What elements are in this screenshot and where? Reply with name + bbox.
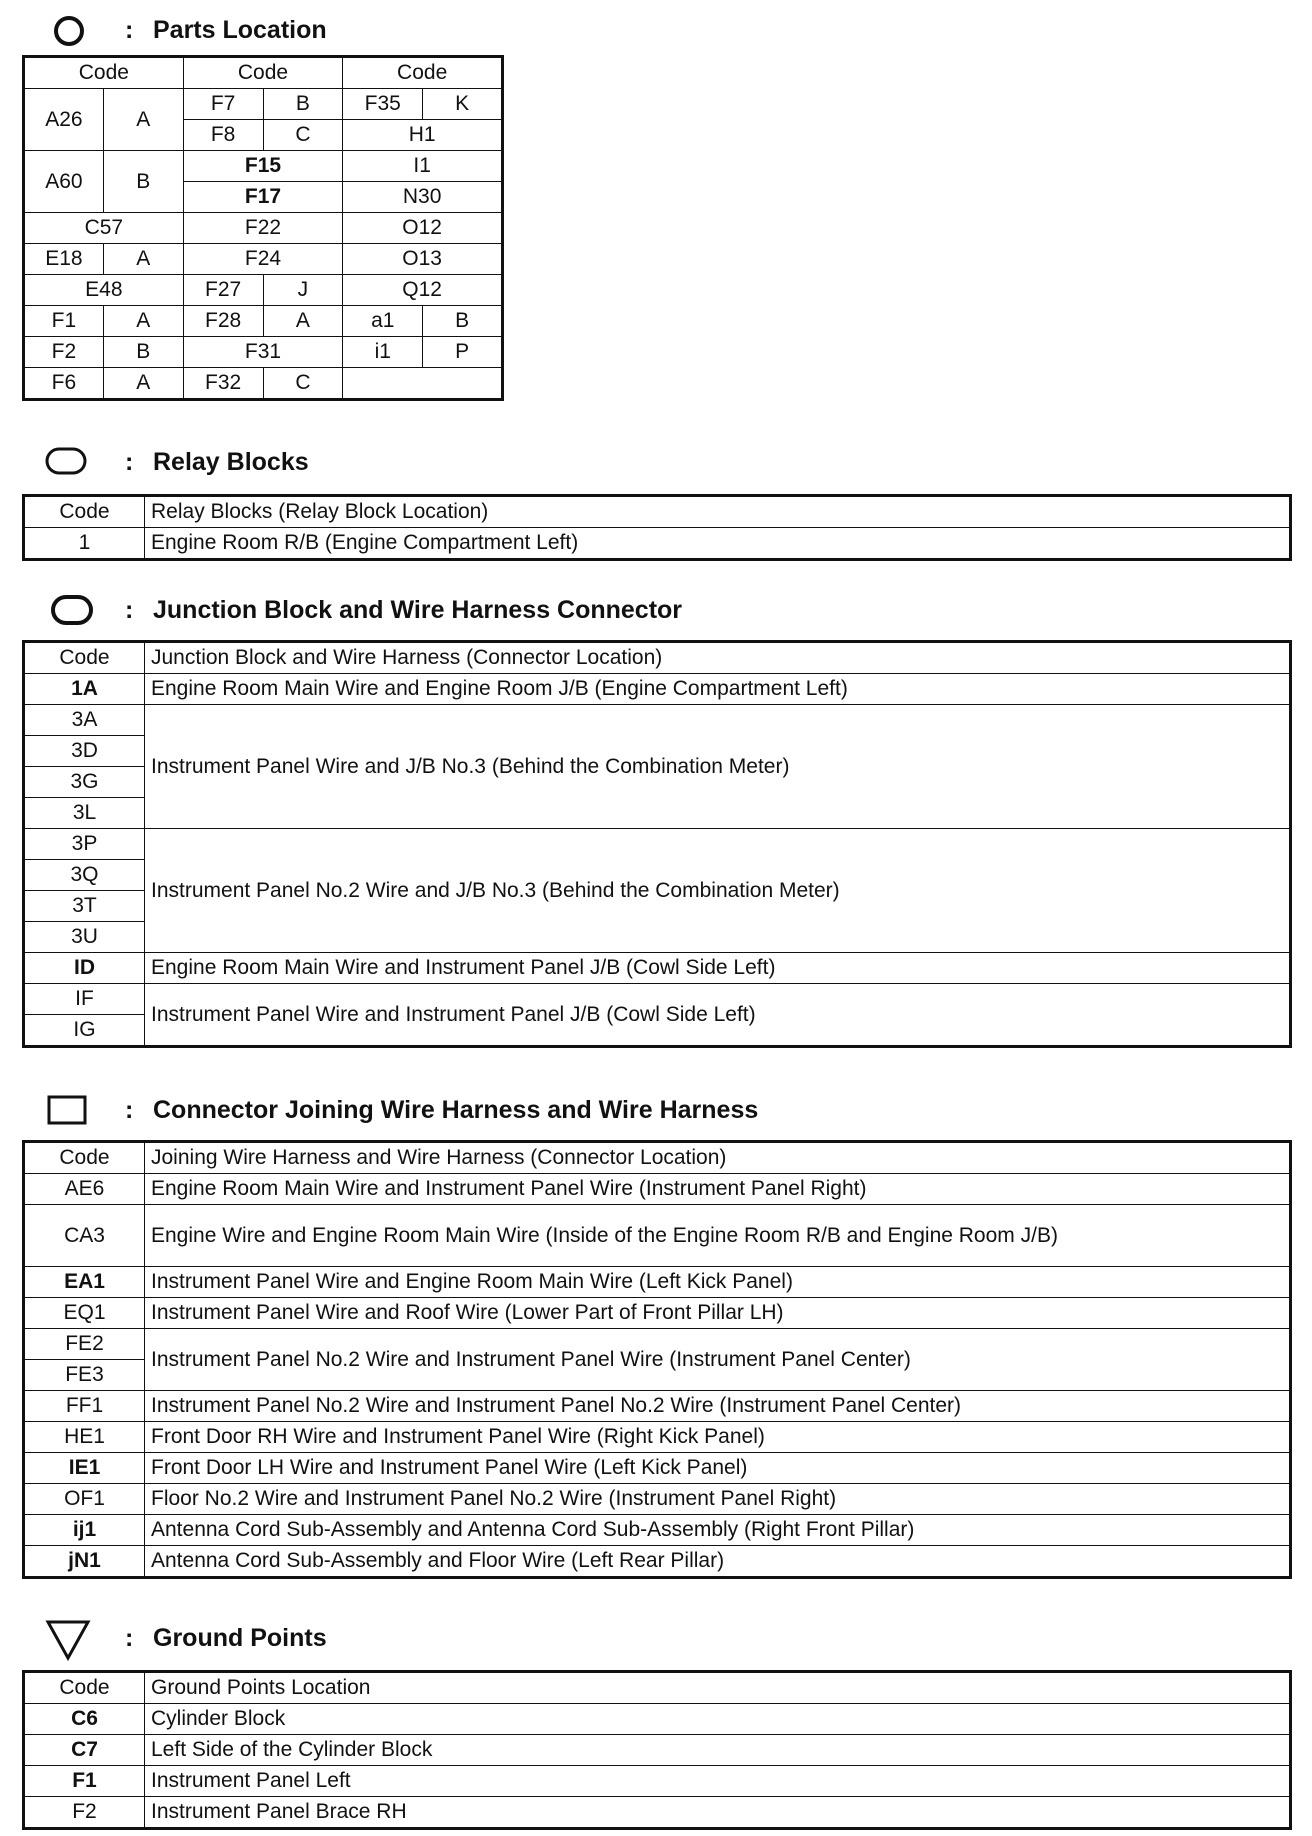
table-header-row (24, 57, 503, 89)
relay-blocks-table (22, 494, 1292, 561)
code-cell: C6 (24, 1704, 145, 1735)
code-cell: C (263, 368, 343, 400)
code-cell: FE2 (24, 1329, 145, 1360)
code-cell: F32 (183, 368, 263, 400)
description-cell: Engine Wire and Engine Room Main Wire (Inside of the Engine Room R/B and Engine Room J/B) (145, 1205, 1291, 1267)
ground-points-title: Ground Points (153, 1624, 327, 1652)
description-cell: Engine Room Main Wire and Instrument Panel J/B (Cowl Side Left) (145, 953, 1291, 984)
table-row (24, 368, 503, 400)
table-row (24, 829, 1291, 860)
code-cell: 1 (24, 528, 145, 560)
circle-icon (52, 14, 86, 48)
code-cell: B (423, 306, 503, 337)
table-row (24, 1766, 1291, 1797)
table-row (24, 1515, 1291, 1546)
code-cell: F1 (24, 1766, 145, 1797)
code-cell: C (263, 120, 343, 151)
code-cell: N30 (343, 182, 503, 213)
heading-colon: : (125, 16, 134, 44)
code-cell: IG (24, 1015, 145, 1047)
junction-block-heading (0, 590, 1312, 634)
header-cell: Code (24, 496, 145, 528)
code-cell: C7 (24, 1735, 145, 1766)
code-cell: 3D (24, 736, 145, 767)
table-header-row (24, 1142, 1291, 1174)
code-cell: 3T (24, 891, 145, 922)
junction-block-section (0, 590, 1312, 1041)
square-icon (46, 1094, 88, 1126)
description-cell: Instrument Panel Wire and Instrument Panel J/B (Cowl Side Left) (145, 984, 1291, 1047)
code-cell: O13 (343, 244, 503, 275)
code-cell: F27 (183, 275, 263, 306)
table-row (24, 1797, 1291, 1829)
table-header-row (24, 496, 1291, 528)
code-cell: A26 (24, 89, 104, 151)
code-cell: A (103, 89, 183, 151)
relay-blocks-heading (0, 440, 1312, 484)
code-cell: A60 (24, 151, 104, 213)
table-row (24, 89, 503, 120)
relay-blocks-section (0, 440, 1312, 554)
code-cell: F8 (183, 120, 263, 151)
code-cell: AE6 (24, 1174, 145, 1205)
code-cell: 1A (24, 674, 145, 705)
description-cell: Floor No.2 Wire and Instrument Panel No.2 Wire (Instrument Panel Right) (145, 1484, 1291, 1515)
code-cell: B (103, 337, 183, 368)
code-cell: F15 (183, 151, 343, 182)
code-cell: 3Q (24, 860, 145, 891)
connector-table (22, 1140, 1292, 1579)
code-cell: a1 (343, 306, 423, 337)
code-cell: P (423, 337, 503, 368)
header-cell: Junction Block and Wire Harness (Connector Location) (145, 642, 1291, 674)
table-row (24, 151, 503, 182)
description-cell: Antenna Cord Sub-Assembly and Floor Wire (Left Rear Pillar) (145, 1546, 1291, 1578)
code-cell: A (103, 244, 183, 275)
code-cell: IF (24, 984, 145, 1015)
heading-colon: : (125, 1096, 134, 1124)
code-cell: B (103, 151, 183, 213)
code-cell: E48 (24, 275, 184, 306)
code-cell: 3P (24, 829, 145, 860)
ground-points-heading (0, 1618, 1312, 1662)
connector-heading (0, 1090, 1312, 1134)
rounded-rectangle-icon (44, 446, 88, 476)
table-row (24, 244, 503, 275)
code-cell: J (263, 275, 343, 306)
table-row (24, 1205, 1291, 1267)
table-row (24, 1298, 1291, 1329)
table-row (24, 674, 1291, 705)
table-row (24, 306, 503, 337)
code-cell: B (263, 89, 343, 120)
code-cell: I1 (343, 151, 503, 182)
code-cell: 3U (24, 922, 145, 953)
code-cell: IE1 (24, 1453, 145, 1484)
ground-points-section (0, 1618, 1312, 1823)
description-cell: Instrument Panel Brace RH (145, 1797, 1291, 1829)
heading-colon: : (125, 596, 134, 624)
code-cell: F2 (24, 337, 104, 368)
description-cell: Engine Room R/B (Engine Compartment Left) (145, 528, 1291, 560)
table-row (24, 1329, 1291, 1360)
table-row (24, 1174, 1291, 1205)
code-cell: CA3 (24, 1205, 145, 1267)
code-cell: F22 (183, 213, 343, 244)
heading-colon: : (125, 1624, 134, 1652)
table-row (24, 1704, 1291, 1735)
header-cell: Joining Wire Harness and Wire Harness (Connector Location) (145, 1142, 1291, 1174)
description-cell: Instrument Panel No.2 Wire and J/B No.3 (Behind the Combination Meter) (145, 829, 1291, 953)
description-cell: Instrument Panel Wire and J/B No.3 (Behind the Combination Meter) (145, 705, 1291, 829)
description-cell: Engine Room Main Wire and Engine Room J/B (Engine Compartment Left) (145, 674, 1291, 705)
code-cell: EA1 (24, 1267, 145, 1298)
heading-colon: : (125, 448, 134, 476)
code-cell: F28 (183, 306, 263, 337)
table-row (24, 1453, 1291, 1484)
description-cell: Instrument Panel No.2 Wire and Instrument Panel Wire (Instrument Panel Center) (145, 1329, 1291, 1391)
code-cell: A (103, 306, 183, 337)
down-triangle-icon (44, 1618, 92, 1662)
table-row (24, 705, 1291, 736)
code-cell: FE3 (24, 1360, 145, 1391)
header-cell: Code (24, 1142, 145, 1174)
code-cell: O12 (343, 213, 503, 244)
code-cell: HE1 (24, 1422, 145, 1453)
description-cell: Left Side of the Cylinder Block (145, 1735, 1291, 1766)
code-cell: 3L (24, 798, 145, 829)
table-header-row (24, 642, 1291, 674)
parts-location-title: Parts Location (153, 16, 327, 44)
table-row (24, 337, 503, 368)
code-cell: F6 (24, 368, 104, 400)
parts-location-section (0, 10, 1312, 394)
code-cell: FF1 (24, 1391, 145, 1422)
code-cell: A (103, 368, 183, 400)
code-cell: F7 (183, 89, 263, 120)
header-cell: Ground Points Location (145, 1672, 1291, 1704)
table-row (24, 275, 503, 306)
table-row (24, 1546, 1291, 1578)
table-row (24, 1422, 1291, 1453)
table-row (24, 528, 1291, 560)
code-cell: E18 (24, 244, 104, 275)
header-cell: Code (24, 642, 145, 674)
code-cell: Q12 (343, 275, 503, 306)
code-cell: 3A (24, 705, 145, 736)
code-cell: OF1 (24, 1484, 145, 1515)
header-cell: Relay Blocks (Relay Block Location) (145, 496, 1291, 528)
code-cell: ij1 (24, 1515, 145, 1546)
code-cell: F1 (24, 306, 104, 337)
table-row (24, 1391, 1291, 1422)
code-cell: 3G (24, 767, 145, 798)
header-cell: Code (343, 57, 503, 89)
table-row (24, 1267, 1291, 1298)
description-cell: Engine Room Main Wire and Instrument Panel Wire (Instrument Panel Right) (145, 1174, 1291, 1205)
code-cell: F2 (24, 1797, 145, 1829)
description-cell: Instrument Panel Wire and Roof Wire (Lower Part of Front Pillar LH) (145, 1298, 1291, 1329)
table-header-row (24, 1672, 1291, 1704)
description-cell: Antenna Cord Sub-Assembly and Antenna Cord Sub-Assembly (Right Front Pillar) (145, 1515, 1291, 1546)
description-cell: Cylinder Block (145, 1704, 1291, 1735)
table-row (24, 213, 503, 244)
code-cell: A (263, 306, 343, 337)
code-cell: F31 (183, 337, 343, 368)
rounded-rectangle-thick-icon (50, 594, 94, 626)
code-cell: F17 (183, 182, 343, 213)
description-cell: Front Door LH Wire and Instrument Panel Wire (Left Kick Panel) (145, 1453, 1291, 1484)
header-cell: Code (24, 1672, 145, 1704)
code-cell: ID (24, 953, 145, 984)
parts-location-table (22, 55, 504, 401)
code-cell: i1 (343, 337, 423, 368)
description-cell: Instrument Panel Left (145, 1766, 1291, 1797)
relay-blocks-title: Relay Blocks (153, 448, 309, 476)
header-cell: Code (24, 57, 184, 89)
description-cell: Front Door RH Wire and Instrument Panel Wire (Right Kick Panel) (145, 1422, 1291, 1453)
description-cell: Instrument Panel Wire and Engine Room Main Wire (Left Kick Panel) (145, 1267, 1291, 1298)
table-row (24, 1484, 1291, 1515)
junction-block-table (22, 640, 1292, 1048)
code-cell: H1 (343, 120, 503, 151)
code-cell: jN1 (24, 1546, 145, 1578)
ground-points-table (22, 1670, 1292, 1830)
junction-block-title: Junction Block and Wire Harness Connector (153, 596, 683, 624)
code-cell: C57 (24, 213, 184, 244)
header-cell: Code (183, 57, 343, 89)
code-cell: F35 (343, 89, 423, 120)
code-cell: K (423, 89, 503, 120)
code-cell (343, 368, 503, 400)
parts-location-heading (0, 10, 1312, 54)
table-row (24, 1735, 1291, 1766)
table-row (24, 984, 1291, 1015)
table-row (24, 953, 1291, 984)
connector-title: Connector Joining Wire Harness and Wire Harness (153, 1096, 759, 1124)
description-cell: Instrument Panel No.2 Wire and Instrument Panel No.2 Wire (Instrument Panel Center) (145, 1391, 1291, 1422)
code-cell: EQ1 (24, 1298, 145, 1329)
connector-section (0, 1090, 1312, 1572)
code-cell: F24 (183, 244, 343, 275)
